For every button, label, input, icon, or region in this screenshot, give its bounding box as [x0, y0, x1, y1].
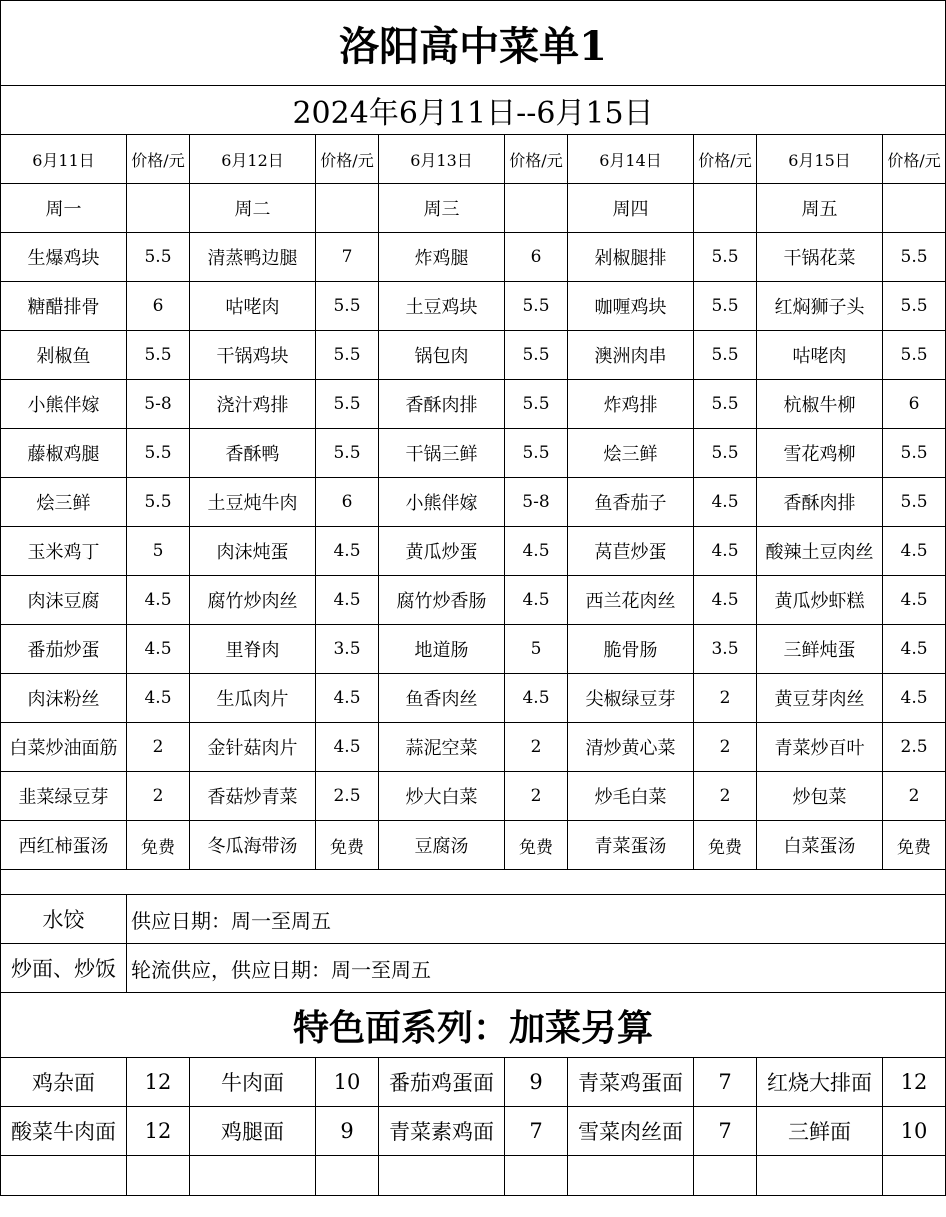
noodle-price: 10	[883, 1107, 946, 1156]
dish-price: 2	[505, 723, 568, 772]
empty-row	[1, 1156, 946, 1196]
dish-name: 锅包肉	[379, 331, 505, 380]
dish-row	[1, 674, 946, 723]
dish-name: 黄豆芽肉丝	[757, 674, 883, 723]
dish-name: 生爆鸡块	[1, 233, 127, 282]
dish-name: 浇汁鸡排	[190, 380, 316, 429]
noodle-row	[1, 1107, 946, 1156]
dish-name: 香酥鸭	[190, 429, 316, 478]
noodle-price: 12	[127, 1058, 190, 1107]
dish-name: 炒大白菜	[379, 772, 505, 821]
dish-price: 5.5	[883, 282, 946, 331]
dish-row	[1, 821, 946, 870]
dish-price: 4.5	[316, 674, 379, 723]
dish-price: 2.5	[316, 772, 379, 821]
dish-price: 5.5	[883, 429, 946, 478]
dish-name: 鱼香茄子	[568, 478, 694, 527]
spacer-cell	[1, 870, 946, 895]
special-title: 特色面系列：加菜另算	[1, 993, 946, 1058]
dish-name: 红焖狮子头	[757, 282, 883, 331]
dish-name: 黄瓜炒蛋	[379, 527, 505, 576]
dish-name: 炒毛白菜	[568, 772, 694, 821]
dish-price: 6	[316, 478, 379, 527]
day-date: 6月11日	[1, 135, 127, 184]
noodle-price: 12	[127, 1107, 190, 1156]
empty-cell	[505, 184, 568, 233]
dish-price: 2.5	[883, 723, 946, 772]
empty-cell	[316, 1156, 379, 1196]
dish-price: 2	[694, 674, 757, 723]
dish-row	[1, 282, 946, 331]
dish-price: 5.5	[127, 429, 190, 478]
empty-cell	[505, 1156, 568, 1196]
weekday-label: 周四	[568, 184, 694, 233]
dish-name: 剁椒腿排	[568, 233, 694, 282]
dish-name: 肉沫粉丝	[1, 674, 127, 723]
dish-name: 咖喱鸡块	[568, 282, 694, 331]
dish-price: 2	[127, 723, 190, 772]
noodle-price: 9	[505, 1058, 568, 1107]
dish-name: 香酥肉排	[379, 380, 505, 429]
dish-name: 烩三鲜	[568, 429, 694, 478]
dish-price: 3.5	[316, 625, 379, 674]
dish-name: 藤椒鸡腿	[1, 429, 127, 478]
dish-price: 5.5	[316, 429, 379, 478]
extra-name: 炒面、炒饭	[1, 944, 127, 993]
dish-price: 2	[505, 772, 568, 821]
dish-row	[1, 478, 946, 527]
noodle-name: 鸡杂面	[1, 1058, 127, 1107]
noodle-price: 12	[883, 1058, 946, 1107]
dish-name: 冬瓜海带汤	[190, 821, 316, 870]
dish-name: 香酥肉排	[757, 478, 883, 527]
empty-cell	[694, 184, 757, 233]
dish-row	[1, 772, 946, 821]
dish-price: 4.5	[316, 527, 379, 576]
dish-name: 澳洲肉串	[568, 331, 694, 380]
dish-price: 5.5	[694, 331, 757, 380]
dish-price: 4.5	[127, 674, 190, 723]
dish-name: 腐竹炒肉丝	[190, 576, 316, 625]
extra-row	[1, 895, 946, 944]
dish-price: 5.5	[316, 331, 379, 380]
weekday-row	[1, 184, 946, 233]
dish-price: 5.5	[505, 380, 568, 429]
dish-name: 清炒黄心菜	[568, 723, 694, 772]
noodle-name: 番茄鸡蛋面	[379, 1058, 505, 1107]
empty-cell	[694, 1156, 757, 1196]
dish-name: 糖醋排骨	[1, 282, 127, 331]
day-date: 6月14日	[568, 135, 694, 184]
dish-name: 西红柿蛋汤	[1, 821, 127, 870]
dish-price: 4.5	[127, 625, 190, 674]
dish-name: 生瓜肉片	[190, 674, 316, 723]
menu-title: 洛阳高中菜单1	[1, 1, 946, 86]
dish-price: 4.5	[316, 723, 379, 772]
dish-price: 5.5	[883, 331, 946, 380]
dish-price: 7	[316, 233, 379, 282]
dish-name: 干锅三鲜	[379, 429, 505, 478]
dish-row	[1, 429, 946, 478]
dish-name: 咕咾肉	[757, 331, 883, 380]
empty-cell	[1, 1156, 127, 1196]
dish-price: 2	[694, 723, 757, 772]
empty-cell	[379, 1156, 505, 1196]
dish-price: 2	[694, 772, 757, 821]
dish-name: 鱼香肉丝	[379, 674, 505, 723]
dish-name: 杭椒牛柳	[757, 380, 883, 429]
dish-price: 4.5	[505, 576, 568, 625]
dish-price: 2	[883, 772, 946, 821]
dish-name: 三鲜炖蛋	[757, 625, 883, 674]
dish-name: 雪花鸡柳	[757, 429, 883, 478]
price-label: 价格/元	[505, 135, 568, 184]
dish-price: 4.5	[127, 576, 190, 625]
dish-name: 青菜炒百叶	[757, 723, 883, 772]
dish-price: 4.5	[883, 576, 946, 625]
dish-name: 韭菜绿豆芽	[1, 772, 127, 821]
dish-price: 6	[883, 380, 946, 429]
day-date: 6月13日	[379, 135, 505, 184]
empty-cell	[883, 184, 946, 233]
dish-price: 4.5	[883, 625, 946, 674]
dish-price: 4.5	[316, 576, 379, 625]
dish-price: 5.5	[694, 233, 757, 282]
dish-price: 5-8	[505, 478, 568, 527]
noodle-name: 酸菜牛肉面	[1, 1107, 127, 1156]
dish-price: 5.5	[127, 478, 190, 527]
dish-price: 6	[127, 282, 190, 331]
dish-row	[1, 625, 946, 674]
extra-info: 供应日期：周一至周五	[127, 895, 946, 944]
dish-name: 尖椒绿豆芽	[568, 674, 694, 723]
noodle-price: 7	[694, 1107, 757, 1156]
empty-cell	[127, 184, 190, 233]
empty-cell	[316, 184, 379, 233]
dish-price: 5.5	[883, 233, 946, 282]
dish-price: 5.5	[883, 478, 946, 527]
dish-name: 腐竹炒香肠	[379, 576, 505, 625]
extra-name: 水饺	[1, 895, 127, 944]
noodle-name: 青菜鸡蛋面	[568, 1058, 694, 1107]
dish-row	[1, 331, 946, 380]
dish-name: 咕咾肉	[190, 282, 316, 331]
date-range: 2024年6月11日--6月15日	[1, 86, 946, 135]
dish-name: 小熊伴嫁	[1, 380, 127, 429]
noodle-price: 9	[316, 1107, 379, 1156]
dish-price: 免费	[127, 821, 190, 870]
dish-name: 干锅鸡块	[190, 331, 316, 380]
extra-row	[1, 944, 946, 993]
dish-price: 5.5	[694, 429, 757, 478]
empty-cell	[883, 1156, 946, 1196]
dish-name: 脆骨肠	[568, 625, 694, 674]
dish-price: 5.5	[505, 282, 568, 331]
dish-row	[1, 233, 946, 282]
day-date: 6月15日	[757, 135, 883, 184]
noodle-name: 青菜素鸡面	[379, 1107, 505, 1156]
dish-price: 3.5	[694, 625, 757, 674]
dish-name: 肉沫豆腐	[1, 576, 127, 625]
dish-name: 玉米鸡丁	[1, 527, 127, 576]
dish-price: 2	[127, 772, 190, 821]
dish-name: 白菜蛋汤	[757, 821, 883, 870]
day-date: 6月12日	[190, 135, 316, 184]
price-label: 价格/元	[127, 135, 190, 184]
dish-row	[1, 380, 946, 429]
dish-name: 蒜泥空菜	[379, 723, 505, 772]
dish-price: 4.5	[694, 527, 757, 576]
dish-name: 白菜炒油面筋	[1, 723, 127, 772]
dish-price: 5.5	[316, 282, 379, 331]
dish-name: 剁椒鱼	[1, 331, 127, 380]
dish-price: 5-8	[127, 380, 190, 429]
dish-name: 青菜蛋汤	[568, 821, 694, 870]
dish-price: 5.5	[316, 380, 379, 429]
dish-name: 干锅花菜	[757, 233, 883, 282]
noodle-price: 7	[505, 1107, 568, 1156]
price-label: 价格/元	[316, 135, 379, 184]
date-header-row	[1, 135, 946, 184]
dish-name: 酸辣土豆肉丝	[757, 527, 883, 576]
dish-price: 6	[505, 233, 568, 282]
dish-price: 免费	[883, 821, 946, 870]
dish-name: 炒包菜	[757, 772, 883, 821]
dish-name: 土豆炖牛肉	[190, 478, 316, 527]
dish-name: 黄瓜炒虾糕	[757, 576, 883, 625]
noodle-name: 三鲜面	[757, 1107, 883, 1156]
dish-price: 5.5	[505, 331, 568, 380]
noodle-price: 7	[694, 1058, 757, 1107]
empty-cell	[127, 1156, 190, 1196]
dish-name: 炸鸡排	[568, 380, 694, 429]
dish-name: 里脊肉	[190, 625, 316, 674]
dish-name: 西兰花肉丝	[568, 576, 694, 625]
dish-row	[1, 723, 946, 772]
noodle-row	[1, 1058, 946, 1107]
dish-price: 4.5	[694, 576, 757, 625]
empty-cell	[568, 1156, 694, 1196]
weekday-label: 周二	[190, 184, 316, 233]
dish-name: 小熊伴嫁	[379, 478, 505, 527]
dish-price: 5.5	[694, 380, 757, 429]
dish-price: 4.5	[883, 527, 946, 576]
noodle-name: 红烧大排面	[757, 1058, 883, 1107]
dish-name: 炸鸡腿	[379, 233, 505, 282]
price-label: 价格/元	[694, 135, 757, 184]
dish-price: 5.5	[127, 331, 190, 380]
price-label: 价格/元	[883, 135, 946, 184]
dish-name: 清蒸鸭边腿	[190, 233, 316, 282]
dish-name: 豆腐汤	[379, 821, 505, 870]
noodle-price: 10	[316, 1058, 379, 1107]
dish-name: 香菇炒青菜	[190, 772, 316, 821]
dish-price: 免费	[694, 821, 757, 870]
special-title-row	[1, 993, 946, 1058]
dish-price: 免费	[505, 821, 568, 870]
weekday-label: 周三	[379, 184, 505, 233]
dish-name: 烩三鲜	[1, 478, 127, 527]
dish-price: 5.5	[505, 429, 568, 478]
dish-price: 5.5	[127, 233, 190, 282]
noodle-name: 牛肉面	[190, 1058, 316, 1107]
dish-price: 5	[127, 527, 190, 576]
empty-cell	[757, 1156, 883, 1196]
spacer-row	[1, 870, 946, 895]
dish-price: 免费	[316, 821, 379, 870]
dish-name: 金针菇肉片	[190, 723, 316, 772]
dish-name: 番茄炒蛋	[1, 625, 127, 674]
noodle-name: 鸡腿面	[190, 1107, 316, 1156]
empty-cell	[190, 1156, 316, 1196]
dish-price: 4.5	[694, 478, 757, 527]
dish-name: 莴苣炒蛋	[568, 527, 694, 576]
dish-price: 4.5	[505, 674, 568, 723]
dish-price: 4.5	[883, 674, 946, 723]
dish-price: 5	[505, 625, 568, 674]
dish-row	[1, 576, 946, 625]
dish-price: 5.5	[694, 282, 757, 331]
dish-name: 肉沫炖蛋	[190, 527, 316, 576]
dish-name: 土豆鸡块	[379, 282, 505, 331]
noodle-name: 雪菜肉丝面	[568, 1107, 694, 1156]
weekday-label: 周五	[757, 184, 883, 233]
extra-info: 轮流供应，供应日期：周一至周五	[127, 944, 946, 993]
weekday-label: 周一	[1, 184, 127, 233]
dish-price: 4.5	[505, 527, 568, 576]
dish-row	[1, 527, 946, 576]
dish-name: 地道肠	[379, 625, 505, 674]
